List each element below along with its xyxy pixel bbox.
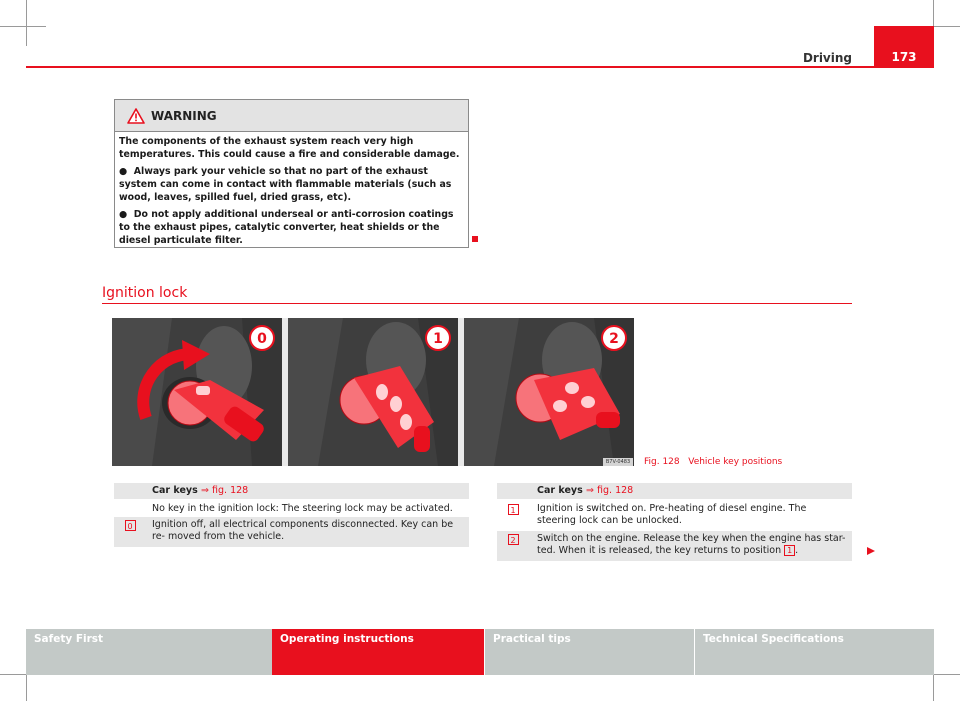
figure-panel-position-1	[288, 318, 458, 466]
figure-code: B7V-0483	[603, 458, 633, 466]
figure-caption-text: Vehicle key positions	[688, 457, 783, 467]
position-number-badge: 2	[508, 534, 519, 545]
table-car-keys-right	[497, 483, 852, 561]
figure-panel-position-0	[112, 318, 282, 466]
warning-intro: The components of the exhaust system reach very high temperatures. This could cause a fire and considerable damage.	[119, 136, 460, 160]
position-badge-0	[248, 324, 276, 352]
table-row	[114, 501, 469, 516]
figure-caption-label: Fig. 128	[644, 457, 680, 467]
table-row	[114, 517, 469, 547]
footer-tab-bar	[26, 629, 934, 675]
table-car-keys-left	[114, 483, 469, 547]
footer-tab-practical-tips[interactable]: Practical tips	[484, 629, 694, 675]
section-title: Ignition lock	[102, 285, 188, 301]
page-number: 173	[874, 26, 934, 68]
footer-tab-operating-instructions[interactable]: Operating instructions	[272, 629, 484, 675]
position-number-badge: 1	[784, 545, 795, 556]
table-cell-text: No key in the ignition lock: The steering lock may be activated.	[152, 502, 453, 514]
warning-triangle-icon	[127, 108, 145, 124]
position-label-0: 0	[257, 331, 267, 347]
continued-arrow-icon	[866, 546, 876, 556]
table-header-label: Car keys	[537, 485, 583, 496]
warning-bullet: ● Always park your vehicle so that no part of the exhaust system can come in contact with flammable materials (such as wood, leaves, spilled fuel, dried grass, etc).	[119, 166, 452, 203]
section-header: Driving	[802, 51, 852, 65]
table-cell-text: Switch on the engine. Release the key when the engine has star- ted. When it is released, the key returns to position 1 .	[537, 533, 846, 556]
header-rule	[26, 66, 934, 68]
table-row	[497, 501, 852, 531]
position-badge-2	[600, 324, 628, 352]
footer-tab-technical-specifications[interactable]: Technical Specifications	[694, 629, 934, 675]
crop-mark	[26, 0, 27, 46]
table-cell-text: Ignition off, all electrical components disconnected. Key can be re- moved from the vehicle.	[152, 519, 454, 542]
position-label-2: 2	[609, 331, 619, 347]
warning-body	[115, 132, 468, 247]
warning-title: WARNING	[151, 108, 217, 123]
warning-header	[115, 100, 468, 132]
position-number-badge: 0	[125, 520, 136, 531]
bullet-icon: ●	[119, 166, 128, 177]
table-header-row	[497, 483, 852, 499]
table-header-label: Car keys	[152, 485, 198, 496]
position-badge-1	[424, 324, 452, 352]
table-cell-text: Ignition is switched on. Pre-heating of diesel engine. The steering lock can be unlocked.	[537, 503, 807, 526]
figure-reference-link[interactable]: ⇒ fig. 128	[586, 485, 634, 496]
figure-panel-position-2	[464, 318, 634, 466]
table-row	[497, 531, 852, 561]
figure-caption	[644, 457, 782, 467]
position-label-1: 1	[433, 331, 443, 347]
warning-box	[114, 99, 469, 248]
section-title-rule	[102, 303, 852, 304]
end-of-section-icon	[472, 236, 478, 242]
warning-bullet: ● Do not apply additional underseal or anti-corrosion coatings to the exhaust pipes, catalytic converter, heat shields or the diesel particulate filter.	[119, 209, 454, 246]
table-header-row	[114, 483, 469, 499]
crop-mark	[0, 26, 46, 27]
bullet-icon: ●	[119, 209, 128, 220]
figure-reference-link[interactable]: ⇒ fig. 128	[201, 485, 249, 496]
position-number-badge: 1	[508, 504, 519, 515]
footer-tab-safety-first[interactable]: Safety First	[26, 629, 272, 675]
figure-vehicle-key-positions	[112, 318, 634, 466]
